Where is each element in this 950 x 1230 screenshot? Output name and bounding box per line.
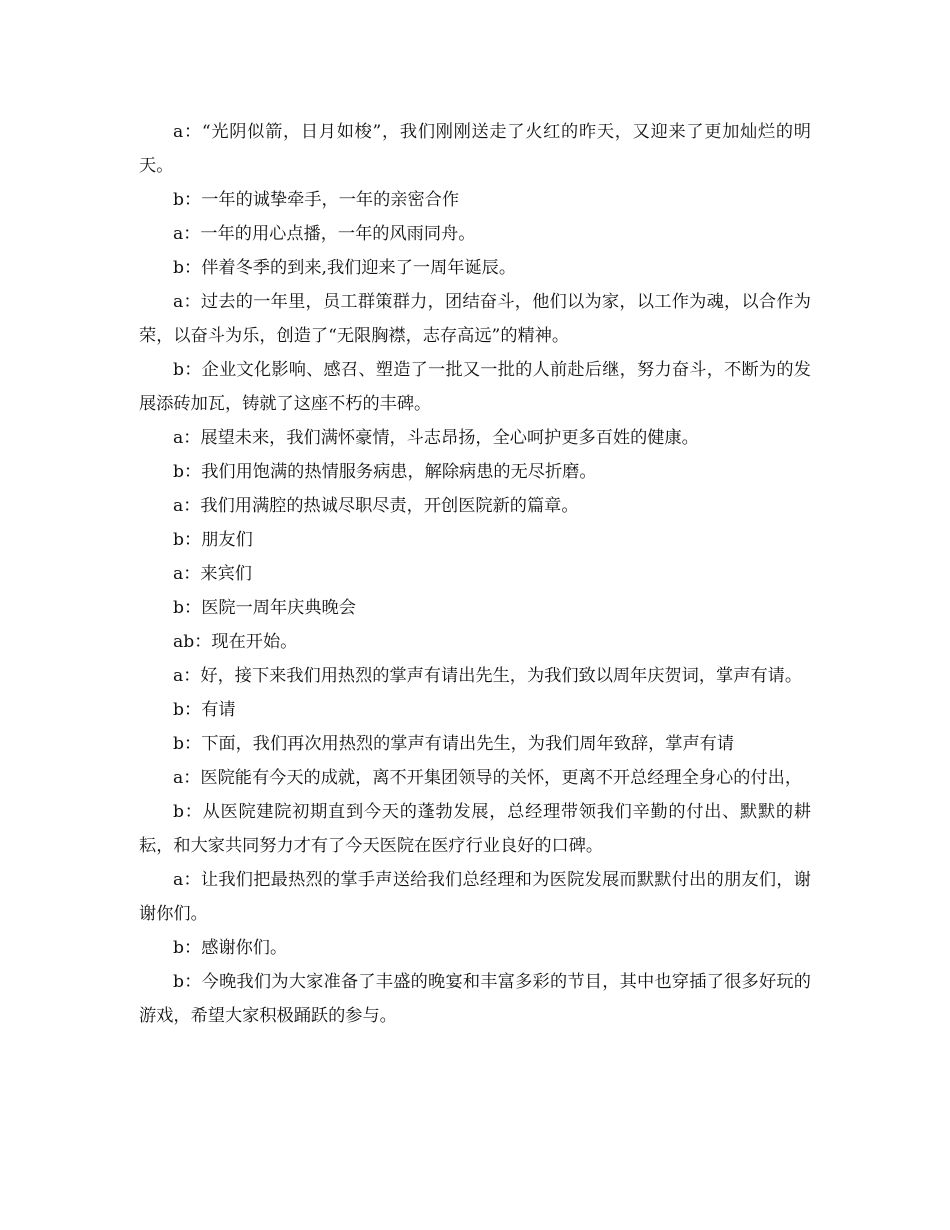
paragraph: a：过去的一年里，员工群策群力，团结奋斗，他们以为家，以工作为魂，以合作为荣，以奋斗为乐，创造了“无限胸襟，志存高远”的精神。: [139, 292, 811, 346]
paragraph: a：好，接下来我们用热烈的掌声有请出先生，为我们致以周年庆贺词，掌声有请。: [173, 666, 803, 686]
paragraph: b：企业文化影响、感召、塑造了一批又一批的人前赴后继，努力奋斗，不断为的发展添砖加瓦，铸就了这座不朽的丰碑。: [139, 360, 811, 414]
paragraph: b：从医院建院初期直到今天的蓬勃发展，总经理带领我们辛勤的付出、默默的耕耘，和大家共同努力才有了今天医院在医疗行业良好的口碑。: [139, 802, 811, 856]
paragraph: b：感谢你们。: [173, 938, 288, 958]
paragraph: b：今晚我们为大家准备了丰盛的晚宴和丰富多彩的节目，其中也穿插了很多好玩的游戏，希望大家积极踊跃的参与。: [139, 972, 811, 1026]
paragraph: a：“光阴似箭，日月如梭”，我们刚刚送走了火红的昨天，又迎来了更加灿烂的明天。: [139, 122, 811, 176]
paragraph: b：我们用饱满的热情服务病患，解除病患的无尽折磨。: [173, 462, 597, 482]
paragraph: a：让我们把最热烈的掌手声送给我们总经理和为医院发展而默默付出的朋友们，谢谢你们。: [139, 870, 811, 924]
document-body: [139, 115, 811, 1033]
paragraph: a：来宾们: [173, 564, 252, 584]
paragraph: a：展望未来，我们满怀豪情，斗志昂扬，全心呵护更多百姓的健康。: [173, 428, 699, 448]
paragraph: a：我们用满腔的热诚尽职尽责，开创医院新的篇章。: [173, 496, 579, 516]
paragraph: b：医院一周年庆典晚会: [173, 598, 356, 618]
paragraph: a：一年的用心点播，一年的风雨同舟。: [173, 224, 476, 244]
paragraph: b：下面，我们再次用热烈的掌声有请出先生，为我们周年致辞，掌声有请: [173, 734, 735, 754]
paragraph: a：医院能有今天的成就，离不开集团领导的关怀，更离不开总经理全身心的付出，: [173, 768, 803, 788]
paragraph: b：有请: [173, 700, 236, 720]
paragraph: ab：现在开始。: [173, 632, 298, 652]
paragraph: b：一年的诚挚牵手，一年的亲密合作: [173, 190, 460, 210]
paragraph: b：伴着冬季的到来,我们迎来了一周年诞辰。: [173, 258, 517, 278]
paragraph: b：朋友们: [173, 530, 253, 550]
